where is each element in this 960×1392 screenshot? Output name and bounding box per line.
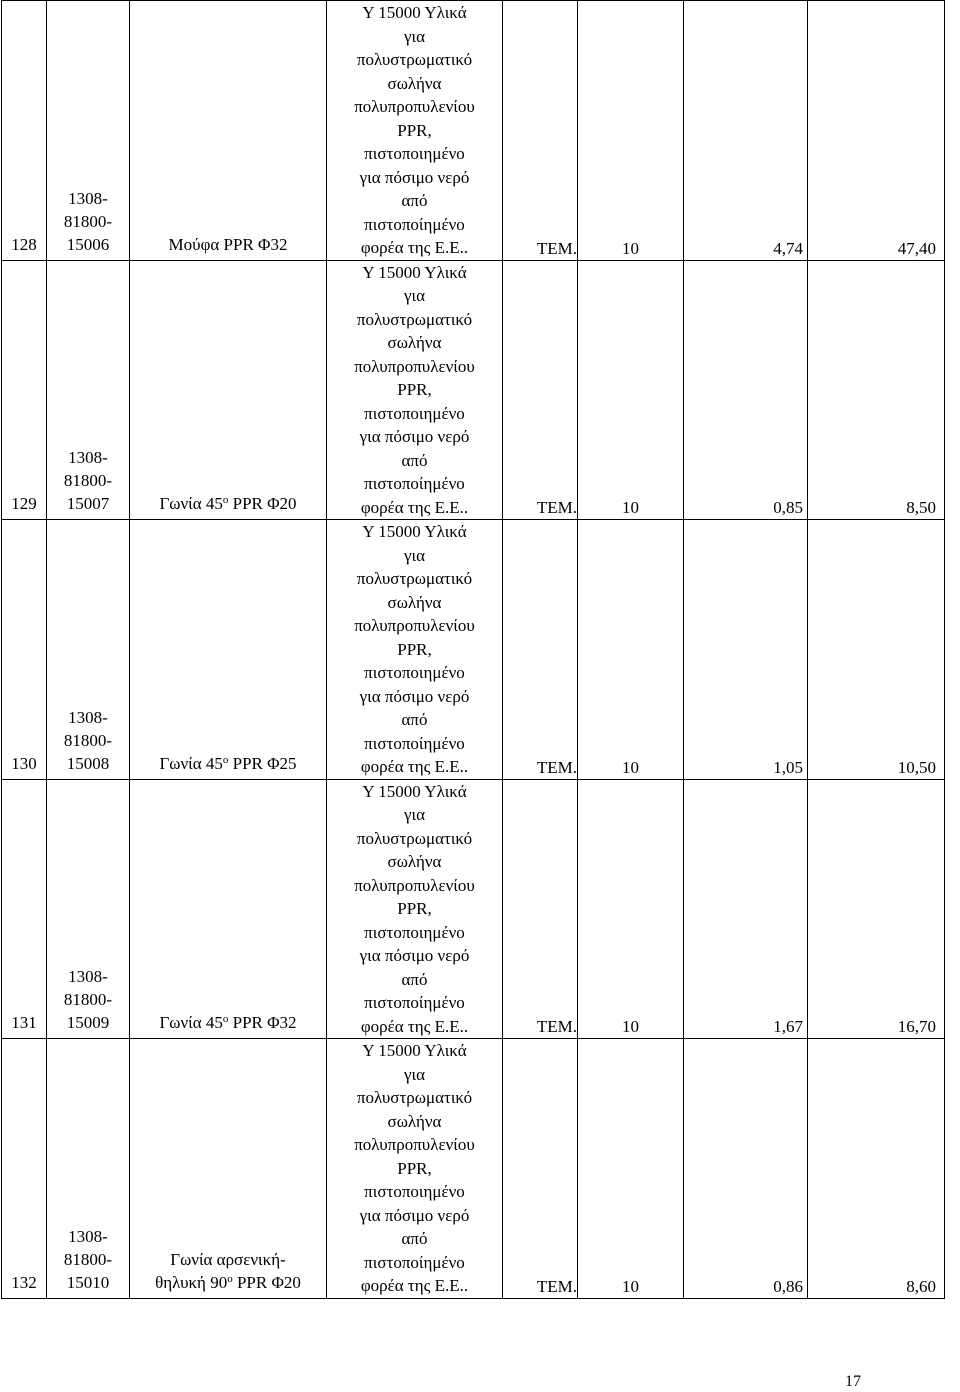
quantity: 10 [578,520,684,780]
specification-line: PPR, [397,1158,432,1178]
item-description-line [134,1011,322,1034]
specification-line: για [404,26,425,46]
item-code [47,520,130,780]
item-code-line: 15008 [66,753,110,773]
degree-superscript: ο [227,1272,233,1285]
specification-line: πολυπροπυλενίου [354,97,475,116]
unit-price: 1,67 [684,779,808,1039]
specification-line: για [404,286,425,305]
specification-line: πιστοποιημένο [364,663,465,682]
item-code [47,1039,130,1299]
specification-line: πιστοποίημένο [364,474,465,493]
specification-line: Υ 15000 Υλικά [362,3,467,22]
item-description [130,520,327,780]
specification-line: φορέα της Ε.Ε.. [360,497,469,517]
specification-line: για πόσιμο νερό [359,167,470,187]
specification-line: για [404,1064,425,1084]
specification-line: για [404,805,425,824]
item-description-line: Γωνία αρσενική- [170,1249,286,1269]
item-description [130,260,327,520]
quantity: 10 [578,779,684,1039]
specification-line: φορέα της Ε.Ε.. [360,1276,469,1295]
unit-price: 1,05 [684,520,808,780]
specification-line: σωλήνα [387,852,442,871]
description-prefix: Γωνία 45 [159,494,223,513]
specification-line: πολυπροπυλενίου [354,616,475,635]
item-description-line [134,1271,322,1294]
unit-price: 4,74 [684,1,808,261]
specification-line: πιστοποίημένο [364,733,465,753]
specification-line: Υ 15000 Υλικά [362,1041,467,1060]
description-prefix: Γωνία 45 [159,1013,223,1032]
row-number: 130 [2,520,47,780]
specification-line: πιστοποίημένο [364,993,465,1012]
item-code-line: 81800- [63,990,113,1009]
row-number: 132 [2,1039,47,1299]
specification-line: PPR, [397,120,432,140]
specification-line: πιστοποιημένο [364,1182,465,1201]
item-code-line: 1308- [68,1226,108,1246]
specification-line: PPR, [397,380,432,399]
description-suffix: PPR Φ32 [228,1013,297,1032]
item-code-line: 1308- [68,967,108,986]
line-total: 8,60 [808,1039,945,1299]
specification-line: για πόσιμο νερό [359,1205,470,1225]
table-row [2,1,945,261]
specification-line: πολυστρωματικό [356,569,473,588]
page-number: 17 [845,1373,861,1390]
specification-line: από [401,191,428,210]
specification-line: πιστοποιημένο [364,403,465,423]
description-prefix: θηλυκή 90 [155,1272,228,1292]
item-code-line: 1308- [68,448,108,467]
specification-line: σωλήνα [387,1111,442,1131]
line-total: 16,70 [808,779,945,1039]
item-description-line [134,492,322,515]
item-description [130,1,327,261]
description-prefix: Γωνία 45 [159,753,223,773]
item-code-line: 15009 [66,1013,110,1032]
item-description-line: Μούφα PPR Φ32 [168,234,288,254]
unit-price: 0,85 [684,260,808,520]
specification-line: για πόσιμο νερό [359,686,470,706]
item-code [47,260,130,520]
specification-line: από [401,1229,428,1248]
specification-line: πολυστρωματικό [356,1088,473,1107]
specification-line: πιστοποίημένο [364,214,465,234]
specification-line: Υ 15000 Υλικά [362,781,467,801]
item-code-line: 1308- [68,188,108,208]
quantity: 10 [578,1,684,261]
row-number: 131 [2,779,47,1039]
row-number: 128 [2,1,47,261]
specification-line: για πόσιμο νερό [359,946,470,965]
specification-line: για πόσιμο νερό [359,427,470,446]
description-suffix: PPR Φ20 [232,1272,301,1292]
item-description [130,779,327,1039]
item-specification [327,1039,503,1299]
specification-line: φορέα της Ε.Ε.. [360,1016,469,1036]
item-specification [327,260,503,520]
item-description [130,1039,327,1299]
quantity: 10 [578,260,684,520]
unit-of-measure: ΤΕΜ. [503,260,578,520]
specification-line: πολυστρωματικό [356,309,473,329]
degree-superscript: ο [222,1013,229,1025]
item-code-line: 81800- [63,730,113,750]
item-code-line: 81800- [63,211,113,231]
specification-line: πολυστρωματικό [356,50,473,69]
item-code-line: 15010 [66,1272,110,1292]
item-code [47,779,130,1039]
item-code-line: 1308- [68,707,108,727]
table-row [2,779,945,1039]
item-code-line: 81800- [63,471,113,490]
item-code-line: 81800- [63,1249,113,1269]
price-table [1,0,945,1299]
unit-of-measure: ΤΕΜ. [503,520,578,780]
description-suffix: PPR Φ25 [228,753,297,773]
item-code-line: 15006 [66,234,110,254]
item-code [47,1,130,261]
specification-line: πολυπροπυλενίου [354,875,475,895]
specification-line: PPR, [397,899,432,918]
degree-superscript: ο [222,494,229,506]
item-description-line [134,752,322,775]
specification-line: για [404,545,425,565]
degree-superscript: ο [222,753,229,766]
table-row [2,260,945,520]
item-specification [327,1,503,261]
specification-line: σωλήνα [387,333,442,352]
unit-of-measure: ΤΕΜ. [503,1,578,261]
specification-line: φορέα της Ε.Ε.. [360,757,469,776]
description-suffix: PPR Φ20 [228,494,297,513]
row-number: 129 [2,260,47,520]
table-row [2,1039,945,1299]
specification-line: πιστοποιημένο [364,922,465,942]
specification-line: Υ 15000 Υλικά [362,522,467,541]
specification-line: φορέα της Ε.Ε.. [360,238,469,257]
specification-line: Υ 15000 Υλικά [362,262,467,282]
specification-line: πολυπροπυλενίου [354,1135,475,1154]
quantity: 10 [578,1039,684,1299]
item-specification [327,520,503,780]
unit-of-measure: ΤΕΜ. [503,1039,578,1299]
specification-line: από [401,450,428,470]
unit-of-measure: ΤΕΜ. [503,779,578,1039]
specification-line: σωλήνα [387,73,442,93]
specification-line: πολυστρωματικό [356,828,473,848]
line-total: 47,40 [808,1,945,261]
unit-price: 0,86 [684,1039,808,1299]
specification-line: πολυπροπυλενίου [354,356,475,376]
table-row [2,520,945,780]
specification-line: από [401,969,428,989]
item-code-line: 15007 [66,494,110,513]
line-total: 8,50 [808,260,945,520]
item-specification [327,779,503,1039]
line-total: 10,50 [808,520,945,780]
specification-line: από [401,710,428,729]
specification-line: πιστοποίημένο [364,1252,465,1272]
specification-line: PPR, [397,639,432,659]
specification-line: σωλήνα [387,592,442,612]
specification-line: πιστοποιημένο [364,144,465,163]
